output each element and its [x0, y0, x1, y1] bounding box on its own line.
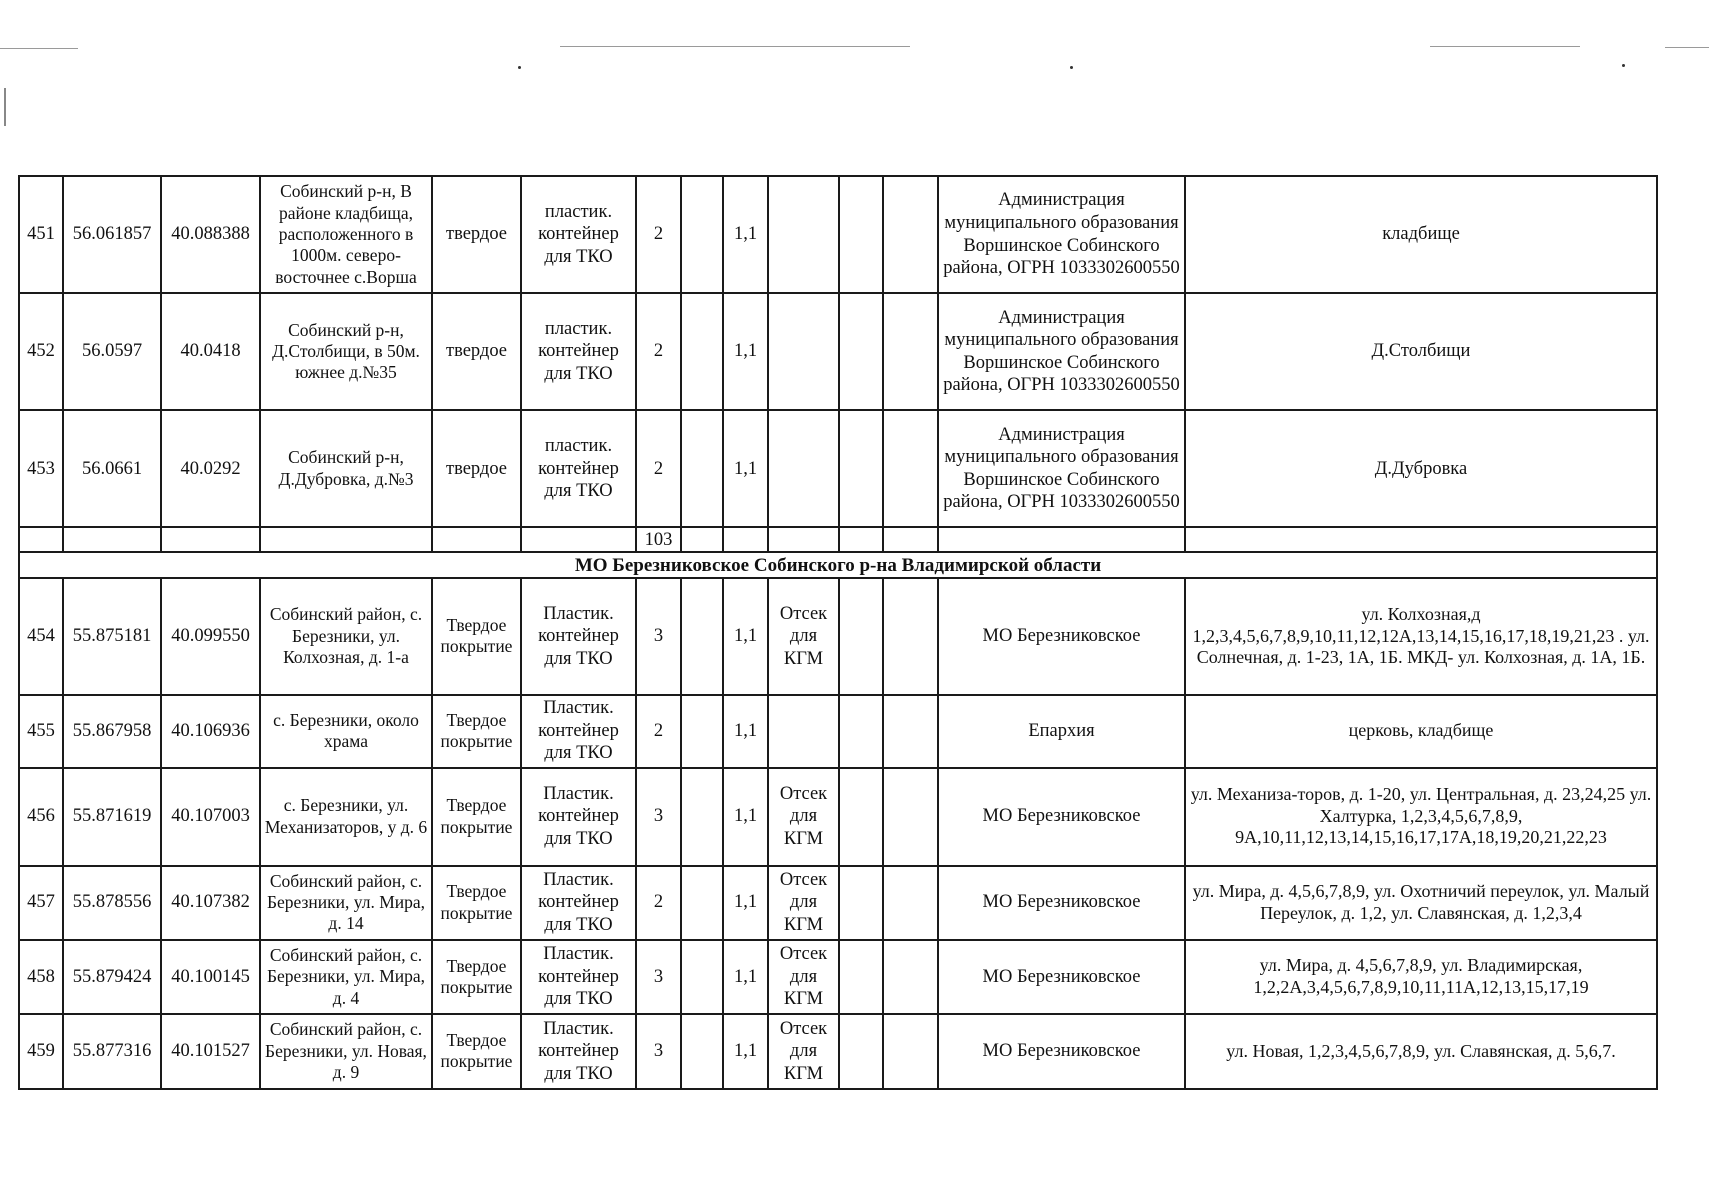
served-sources: церковь, кладбище — [1185, 695, 1657, 768]
address: Собинский р-н, Д.Столбищи, в 50м. южнее д.№35 — [260, 293, 432, 410]
table-cell — [681, 695, 723, 768]
scan-artifact-line — [1665, 47, 1709, 48]
address: Собинский район, с. Березники, ул. Новая, д. 9 — [260, 1014, 432, 1089]
container-volume: 1,1 — [723, 410, 768, 527]
latitude: 56.061857 — [63, 176, 161, 293]
container-type: Пластик. контейнер для ТКО — [521, 695, 636, 768]
served-sources: ул. Новая, 1,2,3,4,5,6,7,8,9, ул. Славянская, д. 5,6,7. — [1185, 1014, 1657, 1089]
table-cell — [681, 1014, 723, 1089]
kgm-compartment — [768, 695, 839, 768]
kgm-compartment: Отсек для КГМ — [768, 940, 839, 1014]
container-type: Пластик. контейнер для ТКО — [521, 578, 636, 694]
owner: МО Березниковское — [938, 940, 1185, 1014]
scan-artifact-line — [0, 48, 78, 49]
longitude: 40.088388 — [161, 176, 260, 293]
table-row — [19, 410, 1657, 527]
container-volume: 1,1 — [723, 695, 768, 768]
table-cell — [19, 527, 63, 552]
row-number: 455 — [19, 695, 63, 768]
served-sources: ул. Мира, д. 4,5,6,7,8,9, ул. Охотничий переулок, ул. Малый Переулок, д. 1,2, ул. Славянская, д. 1,2,3,4 — [1185, 866, 1657, 940]
container-count: 3 — [636, 768, 681, 866]
scan-artifact-line — [1430, 46, 1580, 47]
table-cell — [839, 866, 883, 940]
kgm-compartment: Отсек для КГМ — [768, 866, 839, 940]
row-number: 456 — [19, 768, 63, 866]
container-count: 2 — [636, 866, 681, 940]
table-cell — [839, 527, 883, 552]
table-cell — [432, 527, 521, 552]
table-cell — [839, 768, 883, 866]
owner: Администрация муниципального образования Воршинское Собинского района, ОГРН 1033302600550 — [938, 293, 1185, 410]
table-cell — [681, 527, 723, 552]
table-cell — [768, 527, 839, 552]
container-volume: 1,1 — [723, 768, 768, 866]
served-sources: ул. Механиза-торов, д. 1-20, ул. Центральная, д. 23,24,25 ул. Халтурка, 1,2,3,4,5,6,7,8,9, 9А,10,11,12,13,14,15,16,17,17А,18,19,20,21,22,23 — [1185, 768, 1657, 866]
table-cell — [883, 293, 938, 410]
longitude: 40.0292 — [161, 410, 260, 527]
served-sources: ул. Мира, д. 4,5,6,7,8,9, ул. Владимирская, 1,2,2А,3,4,5,6,7,8,9,10,11,11А,12,13,15,17,19 — [1185, 940, 1657, 1014]
owner: МО Березниковское — [938, 578, 1185, 694]
table-cell — [681, 293, 723, 410]
container-type: пластик. контейнер для ТКО — [521, 176, 636, 293]
table-cell — [883, 695, 938, 768]
scan-artifact-dot — [1070, 66, 1073, 69]
table-cell — [63, 527, 161, 552]
container-count: 3 — [636, 940, 681, 1014]
container-type: пластик. контейнер для ТКО — [521, 293, 636, 410]
row-number: 452 — [19, 293, 63, 410]
table-row — [19, 1014, 1657, 1089]
waste-sites-register-table — [18, 175, 1658, 1090]
section-header-row — [19, 552, 1657, 578]
table-row — [19, 940, 1657, 1014]
container-volume: 1,1 — [723, 176, 768, 293]
table-row — [19, 695, 1657, 768]
container-count: 3 — [636, 1014, 681, 1089]
row-number: 458 — [19, 940, 63, 1014]
scan-artifact-bar — [4, 88, 6, 126]
surface-type: Твердое покрытие — [432, 578, 521, 694]
latitude: 55.871619 — [63, 768, 161, 866]
address: Собинский район, с. Березники, ул. Колхозная, д. 1-а — [260, 578, 432, 694]
table-row — [19, 866, 1657, 940]
table-cell — [681, 866, 723, 940]
table-cell — [723, 527, 768, 552]
longitude: 40.0418 — [161, 293, 260, 410]
kgm-compartment: Отсек для КГМ — [768, 768, 839, 866]
table-cell — [681, 578, 723, 694]
served-sources: Д.Столбищи — [1185, 293, 1657, 410]
table-cell — [883, 176, 938, 293]
table-cell — [883, 527, 938, 552]
container-type: пластик. контейнер для ТКО — [521, 410, 636, 527]
latitude: 56.0661 — [63, 410, 161, 527]
table-summary — [19, 527, 1657, 578]
address: с. Березники, около храма — [260, 695, 432, 768]
surface-type: твердое — [432, 293, 521, 410]
latitude: 55.877316 — [63, 1014, 161, 1089]
table-section-voshinskoe — [19, 176, 1657, 527]
surface-type: Твердое покрытие — [432, 866, 521, 940]
owner: Администрация муниципального образования Воршинское Собинского района, ОГРН 1033302600550 — [938, 176, 1185, 293]
table-cell — [681, 410, 723, 527]
row-number: 454 — [19, 578, 63, 694]
scan-artifact-dot — [518, 66, 521, 69]
row-number: 451 — [19, 176, 63, 293]
longitude: 40.107003 — [161, 768, 260, 866]
table-cell — [768, 293, 839, 410]
scan-artifact-dot — [1622, 64, 1625, 67]
surface-type: твердое — [432, 410, 521, 527]
address: Собинский р-н, Д.Дубровка, д.№3 — [260, 410, 432, 527]
table-cell — [839, 578, 883, 694]
table-cell — [883, 410, 938, 527]
address: Собинский р-н, В районе кладбища, расположенного в 1000м. северо-восточнее с.Ворша — [260, 176, 432, 293]
container-type: Пластик. контейнер для ТКО — [521, 768, 636, 866]
longitude: 40.107382 — [161, 866, 260, 940]
surface-type: твердое — [432, 176, 521, 293]
container-type: Пластик. контейнер для ТКО — [521, 866, 636, 940]
table-cell — [883, 578, 938, 694]
container-count: 2 — [636, 695, 681, 768]
section-title: МО Березниковское Собинского р-на Владимирской области — [19, 552, 1657, 578]
container-volume: 1,1 — [723, 578, 768, 694]
table-cell — [883, 768, 938, 866]
table-cell — [839, 176, 883, 293]
served-sources: кладбище — [1185, 176, 1657, 293]
kgm-compartment: Отсек для КГМ — [768, 1014, 839, 1089]
table-cell — [839, 410, 883, 527]
owner: МО Березниковское — [938, 768, 1185, 866]
longitude: 40.101527 — [161, 1014, 260, 1089]
surface-type: Твердое покрытие — [432, 768, 521, 866]
table-cell — [883, 866, 938, 940]
subtotal-value: 103 — [636, 527, 681, 552]
table-cell — [681, 176, 723, 293]
owner: Администрация муниципального образования Воршинское Собинского района, ОГРН 1033302600550 — [938, 410, 1185, 527]
row-number: 453 — [19, 410, 63, 527]
table-cell — [1185, 527, 1657, 552]
table-cell — [161, 527, 260, 552]
table-cell — [768, 176, 839, 293]
scan-artifact-line — [560, 46, 910, 47]
subtotal-row — [19, 527, 1657, 552]
container-count: 2 — [636, 410, 681, 527]
latitude: 56.0597 — [63, 293, 161, 410]
table-section-bereznikovskoe — [19, 578, 1657, 1089]
owner: МО Березниковское — [938, 1014, 1185, 1089]
row-number: 457 — [19, 866, 63, 940]
longitude: 40.100145 — [161, 940, 260, 1014]
table-cell — [681, 940, 723, 1014]
table-cell — [938, 527, 1185, 552]
table-cell — [883, 940, 938, 1014]
table-cell — [839, 695, 883, 768]
table-cell — [260, 527, 432, 552]
latitude: 55.879424 — [63, 940, 161, 1014]
table-cell — [883, 1014, 938, 1089]
kgm-compartment: Отсек для КГМ — [768, 578, 839, 694]
table-cell — [768, 410, 839, 527]
table-row — [19, 578, 1657, 694]
surface-type: Твердое покрытие — [432, 695, 521, 768]
longitude: 40.106936 — [161, 695, 260, 768]
address: Собинский район, с. Березники, ул. Мира, д. 14 — [260, 866, 432, 940]
table-cell — [681, 768, 723, 866]
container-type: Пластик. контейнер для ТКО — [521, 1014, 636, 1089]
table-row — [19, 176, 1657, 293]
owner: Епархия — [938, 695, 1185, 768]
address: с. Березники, ул. Механизаторов, у д. 6 — [260, 768, 432, 866]
table-row — [19, 293, 1657, 410]
served-sources: Д.Дубровка — [1185, 410, 1657, 527]
container-type: Пластик. контейнер для ТКО — [521, 940, 636, 1014]
surface-type: Твердое покрытие — [432, 940, 521, 1014]
container-count: 2 — [636, 293, 681, 410]
owner: МО Березниковское — [938, 866, 1185, 940]
latitude: 55.875181 — [63, 578, 161, 694]
surface-type: Твердое покрытие — [432, 1014, 521, 1089]
longitude: 40.099550 — [161, 578, 260, 694]
table-cell — [839, 1014, 883, 1089]
served-sources: ул. Колхозная,д 1,2,3,4,5,6,7,8,9,10,11,12,12А,13,14,15,16,17,18,19,21,23 . ул. Солнечная, д. 1-23, 1А, 1Б. МКД- ул. Колхозная, д. 1А, 1Б. — [1185, 578, 1657, 694]
container-volume: 1,1 — [723, 940, 768, 1014]
container-volume: 1,1 — [723, 866, 768, 940]
latitude: 55.878556 — [63, 866, 161, 940]
container-volume: 1,1 — [723, 293, 768, 410]
container-volume: 1,1 — [723, 1014, 768, 1089]
container-count: 3 — [636, 578, 681, 694]
latitude: 55.867958 — [63, 695, 161, 768]
row-number: 459 — [19, 1014, 63, 1089]
table-cell — [839, 940, 883, 1014]
table-cell — [521, 527, 636, 552]
table-row — [19, 768, 1657, 866]
table-cell — [839, 293, 883, 410]
address: Собинский район, с. Березники, ул. Мира, д. 4 — [260, 940, 432, 1014]
container-count: 2 — [636, 176, 681, 293]
